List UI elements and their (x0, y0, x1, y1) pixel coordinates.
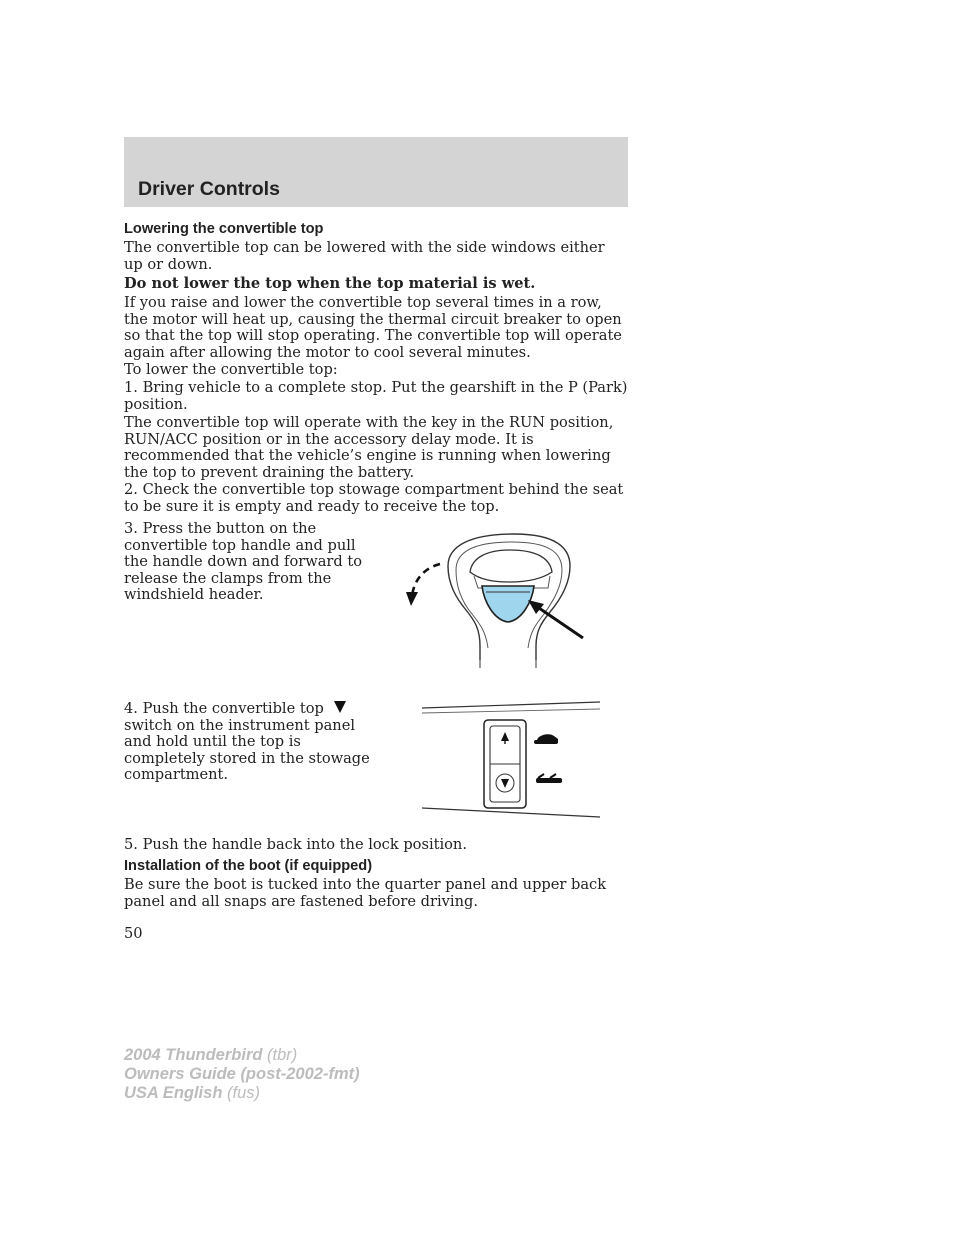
step-2: 2. Check the convertible top stowage compartment behind the seat to be sure it is empty and ready to receive the top. (124, 481, 624, 515)
paragraph-to-lower: To lower the convertible top: (124, 361, 338, 378)
step-4-start: 4. Push the convertible top (124, 700, 324, 717)
boot-heading: Installation of the boot (if equipped) (124, 858, 373, 874)
footer-model: 2004 Thunderbird (124, 1046, 263, 1064)
step-3: 3. Press the button on the convertible top handle and pull the handle down and forward to release the clamps from the windshield header. (124, 520, 363, 604)
paragraph-key-position: The convertible top will operate with the key in the RUN position, RUN/ACC position or in the accessory delay mode. It is recommended that the vehicle’s engine is running when lowering the top to prevent draining the battery. (124, 414, 614, 481)
down-triangle-icon (333, 700, 347, 714)
footer-line-1 (124, 1046, 360, 1065)
convertible-top-switch-illustration (418, 696, 604, 822)
document-footer (124, 1046, 360, 1103)
step-4-rest: switch on the instrument panel and hold until the top is completely stored in the stowage compartment. (124, 716, 370, 784)
footer-line-3 (124, 1084, 360, 1103)
convertible-top-handle-illustration (400, 528, 600, 668)
section-header-band (124, 137, 628, 207)
lowering-heading: Lowering the convertible top (124, 221, 324, 237)
section-title: Driver Controls (138, 178, 280, 200)
footer-model-code: (tbr) (267, 1046, 298, 1064)
paragraph-side-windows: The convertible top can be lowered with the side windows either up or down. (124, 239, 605, 273)
page-number: 50 (124, 925, 143, 942)
step-4 (124, 700, 374, 784)
step-5: 5. Push the handle back into the lock position. (124, 836, 467, 853)
wet-top-warning: Do not lower the top when the top material is wet. (124, 275, 536, 292)
footer-language: USA English (124, 1084, 223, 1102)
footer-language-code: (fus) (227, 1084, 260, 1102)
footer-line-2: Owners Guide (post-2002-fmt) (124, 1065, 360, 1083)
paragraph-boot: Be sure the boot is tucked into the quarter panel and upper back panel and all snaps are fastened before driving. (124, 876, 607, 910)
step-1: 1. Bring vehicle to a complete stop. Put the gearshift in the P (Park) position. (124, 379, 628, 413)
paragraph-thermal-breaker: If you raise and lower the convertible top several times in a row, the motor will heat up, causing the thermal circuit breaker to open so that the top will stop operating. The convertible top will operate again after allowing the motor to cool several minutes. (124, 294, 622, 361)
